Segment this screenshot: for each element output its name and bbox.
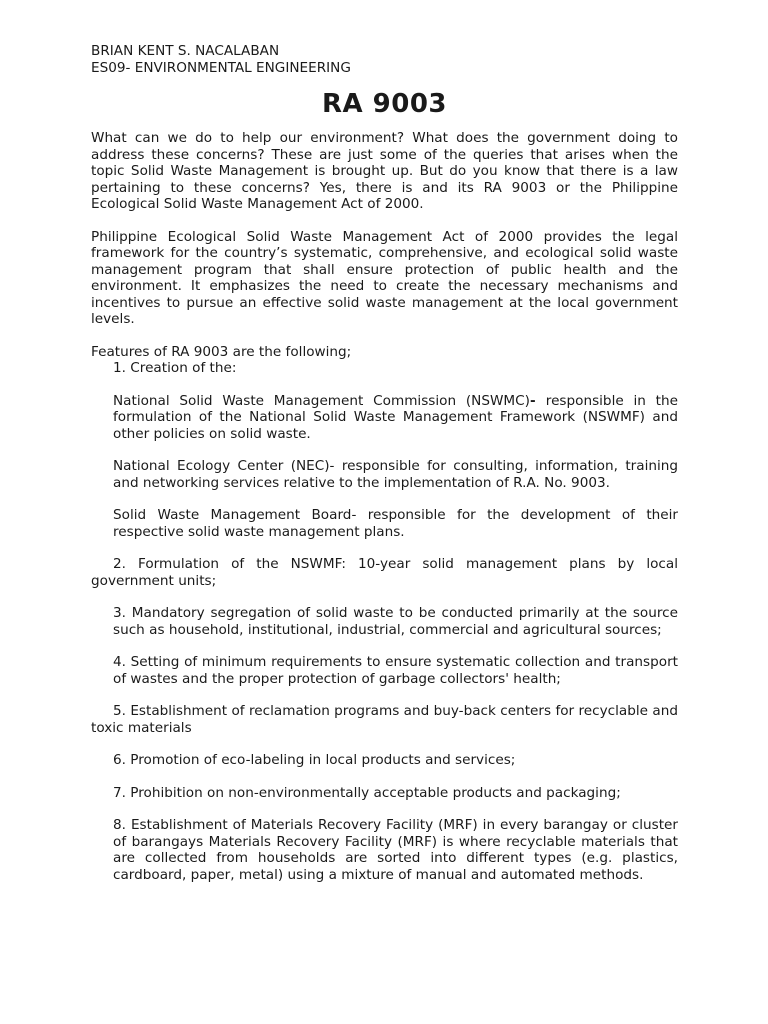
agency-swmb <box>91 507 678 540</box>
act-description-paragraph: Philippine Ecological Solid Waste Management Act of 2000 provides the legal framework for the country’s systematic, comprehensive, and ecological solid waste management program that shall ensure protection of public health and the environment. It emphasizes the need to create the necessary mechanisms and incentives to pursue an effective solid waste management at the local government levels. <box>91 228 678 327</box>
agency-nec <box>91 458 678 491</box>
feature-7: 7. Prohibition on non-environmentally acceptable products and packaging; <box>113 784 621 801</box>
intro-paragraph: What can we do to help our environment? What does the government doing to address these concerns? These are just some of the queries that arises when the topic Solid Waste Management is brought up. But do you know that there is a law pertaining to these concerns? Yes, there is and its RA 9003 or the Philippine Ecological Solid Waste Management Act of 2000. <box>91 130 678 212</box>
course-name: ES09- ENVIRONMENTAL ENGINEERING <box>91 59 351 76</box>
feature-3: 3. Mandatory segregation of solid waste to be conducted primarily at the source such as household, institutional, industrial, commercial and agricultural sources; <box>113 605 678 638</box>
agency-description: responsible for consulting, information, training and networking services relative to the implementation of R.A. No. 9003. <box>113 458 678 491</box>
feature-6: 6. Promotion of eco-labeling in local products and services; <box>113 752 516 768</box>
agency-dash: - <box>351 507 368 523</box>
agency-name: National Ecology Center (NEC) <box>113 458 330 474</box>
document-title: RA 9003 <box>321 89 448 119</box>
agency-dash: - <box>329 458 342 474</box>
author-name: BRIAN KENT S. NACALABAN <box>91 43 280 59</box>
agency-nswmc <box>91 393 678 443</box>
agency-dash: - <box>529 392 546 409</box>
features-intro: Features of RA 9003 are the following; <box>91 343 352 360</box>
feature-8: 8. Establishment of Materials Recovery Facility (MRF) in every barangay or cluster of barangays Materials Recovery Facility (MRF) is where recyclable materials that are collected from households are sorted into different types (e.g. plastics, cardboard, paper, metal) using a mixture of manual and automated methods. <box>113 817 678 883</box>
agency-description: responsible in the formulation of the National Solid Waste Management Framework (NSWMF) and other policies on solid waste. <box>113 392 678 442</box>
agency-name: National Solid Waste Management Commission (NSWMC) <box>113 392 530 409</box>
feature-5: 5. Establishment of reclamation programs and buy-back centers for recyclable and toxic materials <box>91 703 678 736</box>
agency-description: responsible for the development of their respective solid waste management plans. <box>113 507 678 540</box>
feature-2: 2. Formulation of the NSWMF: 10-year solid management plans by local government units; <box>91 556 678 589</box>
feature-4: 4. Setting of minimum requirements to ensure systematic collection and transport of wastes and the proper protection of garbage collectors' health; <box>113 654 678 687</box>
agency-name: Solid Waste Management Board <box>113 507 352 523</box>
feature-1-heading: 1. Creation of the: <box>113 360 237 376</box>
